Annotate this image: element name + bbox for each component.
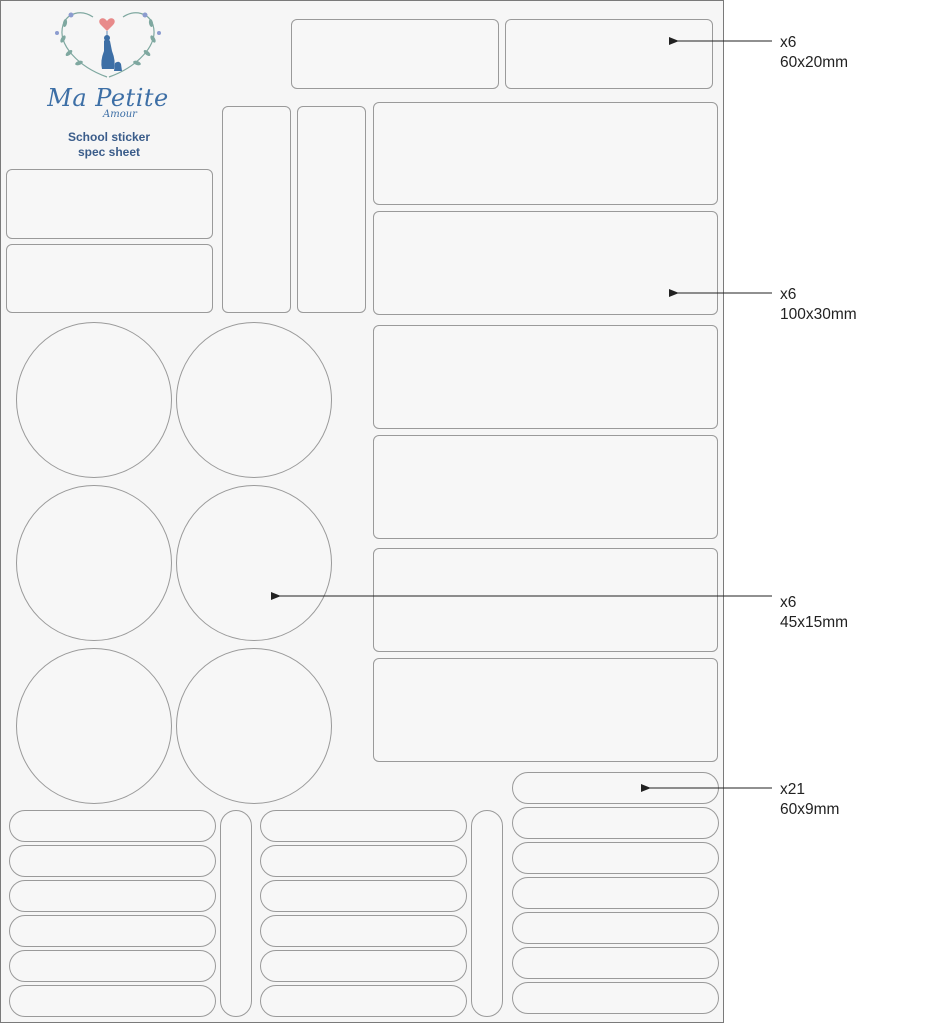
annotation-count: x6 <box>780 34 797 51</box>
annotation-size: 100x30mm <box>780 306 857 323</box>
annotation-100x30 <box>780 285 857 325</box>
annotation-size: 60x20mm <box>780 54 849 71</box>
annotation-size: 60x9mm <box>780 801 840 818</box>
sheet-title-line-2: spec sheet <box>77 145 141 159</box>
brand-name: Ma Petite <box>47 84 169 112</box>
annotation-60x20 <box>780 33 848 73</box>
sheet-title-line-1: School sticker <box>67 130 151 144</box>
annotation-size: 45x15mm <box>780 614 849 631</box>
annotation-45x15 <box>780 593 848 633</box>
annotation-count: x21 <box>780 781 805 798</box>
annotation-count: x6 <box>780 594 797 611</box>
annotation-count: x6 <box>780 286 797 303</box>
annotation-60x9 <box>780 780 839 820</box>
brand-tagline: Amour <box>103 109 137 120</box>
